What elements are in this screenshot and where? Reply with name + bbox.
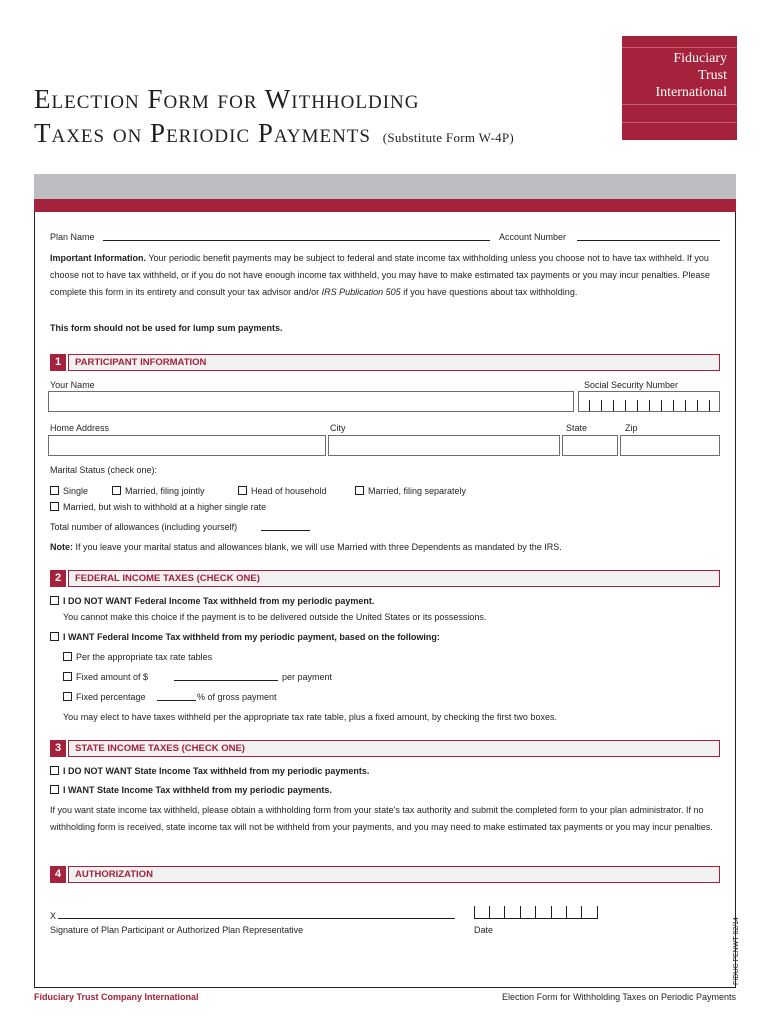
logo-word-2: Trust — [697, 68, 727, 83]
form-subtitle: (Substitute Form W-4P) — [382, 130, 515, 145]
date-label: Date — [474, 925, 494, 935]
ssn-divider — [637, 400, 638, 411]
marital-married-higher[interactable] — [50, 502, 266, 513]
fixed-percentage-field[interactable] — [157, 700, 196, 701]
your-name-field[interactable] — [48, 391, 574, 412]
ssn-divider — [661, 400, 662, 411]
section-2-header: FEDERAL INCOME TAXES (CHECK ONE) — [68, 570, 720, 587]
signature-field[interactable] — [58, 918, 455, 919]
marital-married-separately[interactable] — [355, 486, 466, 497]
option-label: Fixed amount of $ — [76, 672, 149, 682]
checkbox[interactable] — [50, 785, 59, 794]
zip-field[interactable] — [620, 435, 720, 456]
home-address-field[interactable] — [48, 435, 326, 456]
date-divider — [474, 906, 475, 919]
section-1-header: PARTICIPANT INFORMATION — [68, 354, 720, 371]
option-label: Married, but wish to withhold at a higher single rate — [63, 502, 267, 512]
plan-name-label: Plan Name — [50, 232, 95, 242]
checkbox[interactable] — [50, 766, 59, 775]
date-divider — [597, 906, 598, 919]
marital-status-label: Marital Status (check one): — [50, 465, 158, 475]
state-opt-out[interactable] — [50, 766, 369, 777]
zip-label: Zip — [625, 423, 638, 433]
marital-single[interactable] — [50, 486, 88, 497]
irs-publication: IRS Publication 505 — [321, 287, 401, 297]
form-title-line2 — [34, 116, 514, 155]
checkbox[interactable] — [63, 692, 72, 701]
header-red-band — [34, 199, 736, 212]
ssn-divider — [625, 400, 626, 411]
checkbox[interactable] — [50, 596, 59, 605]
checkbox[interactable] — [63, 672, 72, 681]
important-text-a: Your periodic benefit payments may be subject to federal and state income tax withholding unless you choose not to have tax withheld. If you choose not to have tax withheld, or if you do not have enough income tax withheld, you may have to make estimated tax payments or you may incur penalties. Please complete this form in its entirety and consult your tax advisor and/or — [50, 253, 710, 297]
option-label: I DO NOT WANT State Income Tax withheld from my periodic payments. — [63, 766, 370, 776]
brand-logo — [622, 36, 737, 140]
state-field[interactable] — [562, 435, 618, 456]
lump-sum-note: This form should not be used for lump sum payments. — [50, 323, 283, 333]
checkbox[interactable] — [50, 632, 59, 641]
checkbox[interactable] — [355, 486, 364, 495]
footer-form-title: Election Form for Withholding Taxes on Periodic Payments — [502, 992, 736, 1002]
section-4-header: AUTHORIZATION — [68, 866, 720, 883]
option-label: I WANT Federal Income Tax withheld from my periodic payment, based on the following: — [63, 632, 440, 642]
ssn-label: Social Security Number — [584, 380, 679, 390]
state-opt-in[interactable] — [50, 785, 332, 796]
marital-note — [50, 542, 562, 553]
logo-word-3: International — [655, 85, 727, 100]
logo-divider — [622, 104, 737, 105]
date-divider — [489, 906, 490, 919]
state-instructions: If you want state income tax withheld, please obtain a withholding form from your state's tax authority and submit the completed form to your plan administrator. If no withholding form is received, state income tax will not be withheld from your payments, and you may need to make estimated tax payments or you may incur penalties. — [50, 805, 713, 832]
ssn-divider — [673, 400, 674, 411]
form-title-line1: Election Form for Withholding — [34, 84, 420, 114]
logo-word-1: Fiduciary — [673, 51, 727, 66]
federal-tax-tables[interactable] — [63, 652, 212, 663]
important-information — [50, 250, 715, 301]
header-grey-band — [34, 174, 736, 199]
checkbox[interactable] — [50, 502, 59, 511]
checkbox[interactable] — [112, 486, 121, 495]
account-number-field[interactable] — [577, 240, 720, 241]
option-label: Head of household — [251, 486, 327, 496]
option-label: I WANT State Income Tax withheld from my periodic payments. — [63, 785, 332, 795]
date-divider — [551, 906, 552, 919]
footer-company: Fiduciary Trust Company International — [34, 992, 199, 1002]
note-text: If you leave your marital status and allowances blank, we will use Married with three Dependents as mandated by the IRS. — [73, 542, 562, 552]
home-address-label: Home Address — [50, 423, 110, 433]
marital-head-of-household[interactable] — [238, 486, 327, 497]
plan-name-field[interactable] — [103, 240, 490, 241]
logo-divider — [622, 47, 737, 48]
option-label: Fixed percentage — [76, 692, 146, 702]
checkbox[interactable] — [50, 486, 59, 495]
city-field[interactable] — [328, 435, 560, 456]
gross-payment-label: % of gross payment — [197, 692, 277, 702]
date-divider — [535, 906, 536, 919]
note-label: Note: — [50, 542, 73, 552]
allowances-label: Total number of allowances (including yourself) — [50, 522, 238, 532]
date-divider — [504, 906, 505, 919]
section-1-number: 1 — [50, 354, 66, 371]
ssn-divider — [685, 400, 686, 411]
federal-opt-out[interactable] — [50, 596, 374, 607]
account-number-label: Account Number — [499, 232, 567, 242]
per-payment-label: per payment — [282, 672, 333, 682]
marital-married-jointly[interactable] — [112, 486, 205, 497]
checkbox[interactable] — [238, 486, 247, 495]
ssn-divider — [613, 400, 614, 411]
city-label: City — [330, 423, 346, 433]
option-label: Married, filing jointly — [125, 486, 205, 496]
federal-footnote: You may elect to have taxes withheld per the appropriate tax rate table, plus a fixed amount, by checking the first two boxes. — [63, 712, 557, 722]
federal-fixed-amount[interactable] — [63, 672, 148, 683]
checkbox[interactable] — [63, 652, 72, 661]
option-label: Per the appropriate tax rate tables — [76, 652, 213, 662]
date-divider — [581, 906, 582, 919]
form-title-line2-text: Taxes on Periodic Payments — [34, 118, 371, 148]
federal-fixed-percentage[interactable] — [63, 692, 146, 703]
federal-opt-in[interactable] — [50, 632, 440, 643]
logo-divider — [622, 122, 737, 123]
section-2-number: 2 — [50, 570, 66, 587]
section-3-number: 3 — [50, 740, 66, 757]
logo-text — [655, 50, 727, 101]
date-divider — [520, 906, 521, 919]
signature-x: X — [50, 911, 57, 921]
section-4-number: 4 — [50, 866, 66, 883]
ssn-field[interactable] — [578, 391, 720, 412]
ssn-divider — [697, 400, 698, 411]
important-label: Important Information. — [50, 253, 146, 263]
allowances-field[interactable] — [261, 530, 310, 531]
option-label: I DO NOT WANT Federal Income Tax withheld from my periodic payment. — [63, 596, 375, 606]
form-code: FIDUC PENWT 02/14 — [733, 917, 740, 985]
important-text-b: if you have questions about tax withholding. — [400, 287, 578, 297]
date-divider — [566, 906, 567, 919]
ssn-divider — [649, 400, 650, 411]
option-label: Single — [63, 486, 89, 496]
ssn-divider — [709, 400, 710, 411]
ssn-divider — [601, 400, 602, 411]
fixed-amount-field[interactable] — [174, 680, 278, 681]
state-label: State — [566, 423, 588, 433]
federal-opt-out-note: You cannot make this choice if the payment is to be delivered outside the United States or its possessions. — [63, 612, 487, 622]
your-name-label: Your Name — [50, 380, 95, 390]
option-label: Married, filing separately — [368, 486, 467, 496]
date-field[interactable] — [474, 904, 598, 919]
ssn-divider — [589, 400, 590, 411]
signature-label: Signature of Plan Participant or Authorized Plan Representative — [50, 925, 304, 935]
section-3-header: STATE INCOME TAXES (CHECK ONE) — [68, 740, 720, 757]
